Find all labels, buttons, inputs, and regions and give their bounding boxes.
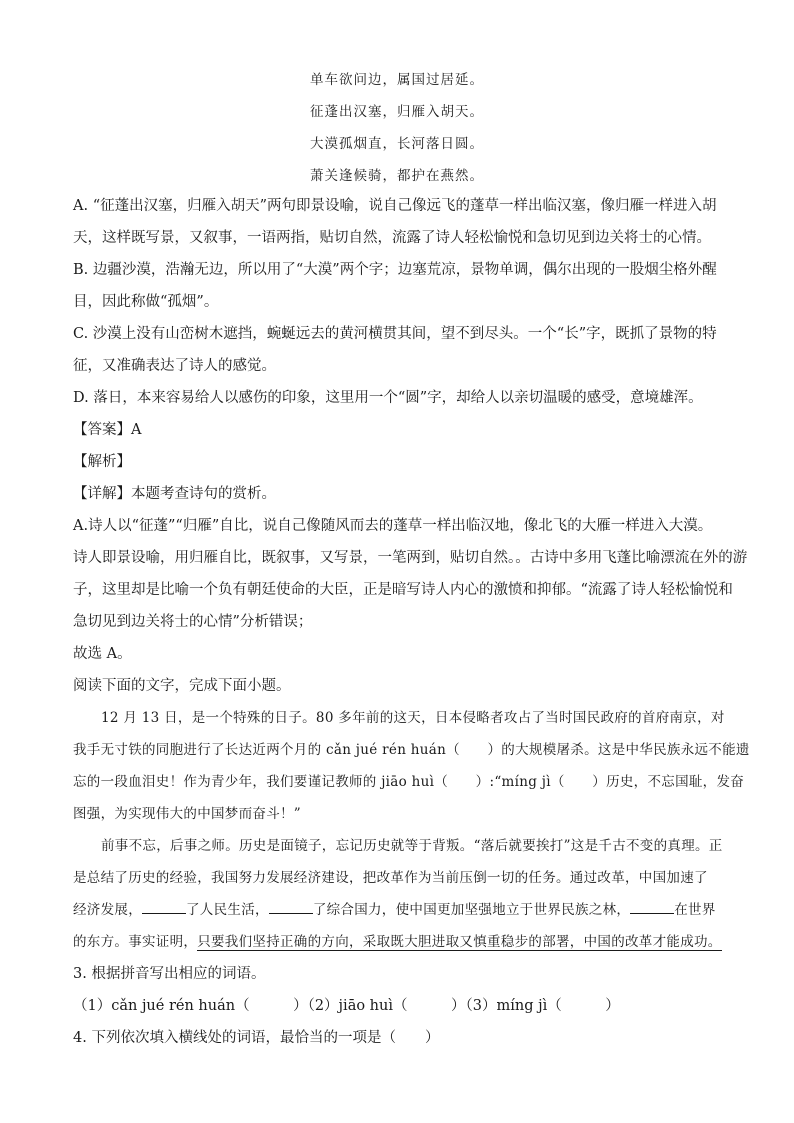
passage-p2-line-3-part-b: 了人民生活，	[186, 902, 269, 918]
question-4-title: 4. 下列依次填入横线处的词语，最恰当的一项是（ ）	[73, 1030, 440, 1046]
detail-line-2: 诗人即景设喻，用归雁自比，既叙事，又写景，一笔两到，贴切自然。。古诗中多用飞蓬比喻漂流在外的游	[73, 550, 748, 566]
question-3-items: （1）cǎn jué rén huán（ ）（2）jiāo huì（ ）（3）míng jì（ ）	[73, 998, 620, 1014]
passage-p2-line-3	[73, 898, 735, 918]
option-c-line-1: C. 沙漠上没有山峦树木遮挡，蜿蜒远去的黄河横贯其间，望不到尽头。一个“长”字，既抓了景物的特	[73, 326, 717, 342]
detail-conclusion: 故选 A。	[73, 646, 132, 662]
passage-p2-line-1: 前事不忘，后事之师。历史是面镜子，忘记历史就等于背叛。“落后就要挨打”这是千古不变的真理。正	[101, 838, 723, 854]
passage-p2-line-3-part-a: 经济发展，	[73, 902, 142, 918]
answer-row	[73, 418, 733, 439]
option-b-line-1: B. 边疆沙漠，浩瀚无边，所以用了“大漠”两个字；边塞荒凉，景物单调，偶尔出现的一股烟尘格外醒	[73, 262, 717, 278]
detail-intro: 本题考查诗句的赏析。	[131, 486, 276, 502]
passage-p2-line-3-part-c: 了综合国力，使中国更加坚强地立于世界民族之林，	[312, 902, 631, 918]
detail-line-4: 急切见到边关将士的心情”分析错误；	[73, 614, 313, 630]
passage-p2-line-4-part-a: 的东方。事实证明，	[73, 934, 198, 950]
poem-line-4: 萧关逢候骑，都护在燕然。	[310, 168, 484, 184]
detail-tag: 【详解】	[73, 486, 131, 502]
detail-line-3: 子，这里却是比喻一个负有朝廷使命的大臣，正是暗写诗人内心的激愤和抑郁。“流露了诗人轻松愉悦和	[73, 582, 733, 598]
passage-p1-line-3: 忘的一段血泪史！作为青少年，我们要谨记教师的 jiāo huì（ ）:“míng jì（ ）历史，不忘国耻，发奋	[73, 774, 745, 790]
fill-blank-3	[630, 901, 674, 914]
fill-blank-1	[142, 901, 186, 914]
answer-tag: 【答案】	[73, 422, 131, 438]
passage-p2-line-2: 是总结了历史的经验，我国努力发展经济建设，把改革作为当前压倒一切的任务。通过改革，中国加速了	[73, 870, 708, 886]
analysis-tag: 【解析】	[73, 454, 131, 470]
passage-p1-line-1: 12 月 13 日，是一个特殊的日子。80 多年前的这天，日本侵略者攻占了当时国民政府的首府南京，对	[101, 710, 725, 726]
poem-line-2: 征蓬出汉塞，归雁入胡天。	[310, 104, 484, 120]
underlined-sentence: 只要我们坚持正确的方向，采取既大胆进取又慎重稳步的部署，中国的改革才能成功。	[197, 934, 722, 950]
passage-p1-line-2: 我手无寸铁的同胞进行了长达近两个月的 cǎn jué rén huán（ ）的大规模屠杀。这是中华民族永远不能遗	[73, 742, 750, 758]
passage-p1-line-4: 图强，为实现伟大的中国梦而奋斗！”	[73, 806, 302, 822]
passage-p2-line-4	[73, 930, 735, 950]
fill-blank-2	[269, 901, 313, 914]
detail-line-1: A.诗人以“征蓬”“归雁”自比，说自己像随风而去的蓬草一样出临汉地，像北飞的大雁一样进入大漠。	[73, 518, 713, 534]
option-a-line-2: 天，这样既写景，又叙事，一语两指，贴切自然，流露了诗人轻松愉悦和急切见到边关将士的心情。	[73, 230, 711, 246]
detail-row	[73, 482, 733, 503]
option-c-line-2: 征，又准确表达了诗人的感觉。	[73, 358, 276, 374]
reading-intro: 阅读下面的文字，完成下面小题。	[73, 678, 291, 694]
poem-line-3: 大漠孤烟直，长河落日圆。	[310, 136, 484, 152]
option-a-line-1: A. “征蓬出汉塞，归雁入胡天”两句即景设喻，说自己像远飞的蓬草一样出临汉塞，像归雁一样进入胡	[73, 198, 717, 214]
question-3-title: 3. 根据拼音写出相应的词语。	[73, 966, 266, 982]
option-b-line-2: 目，因此称做“孤烟”。	[73, 294, 219, 310]
answer-value: A	[131, 422, 142, 438]
poem-line-1: 单车欲问边，属国过居延。	[310, 72, 484, 88]
passage-p2-line-3-part-d: 在世界	[674, 902, 716, 918]
option-d-line-1: D. 落日，本来容易给人以感伤的印象，这里用一个“圆”字，却给人以亲切温暖的感受，意境雄浑。	[73, 390, 703, 406]
